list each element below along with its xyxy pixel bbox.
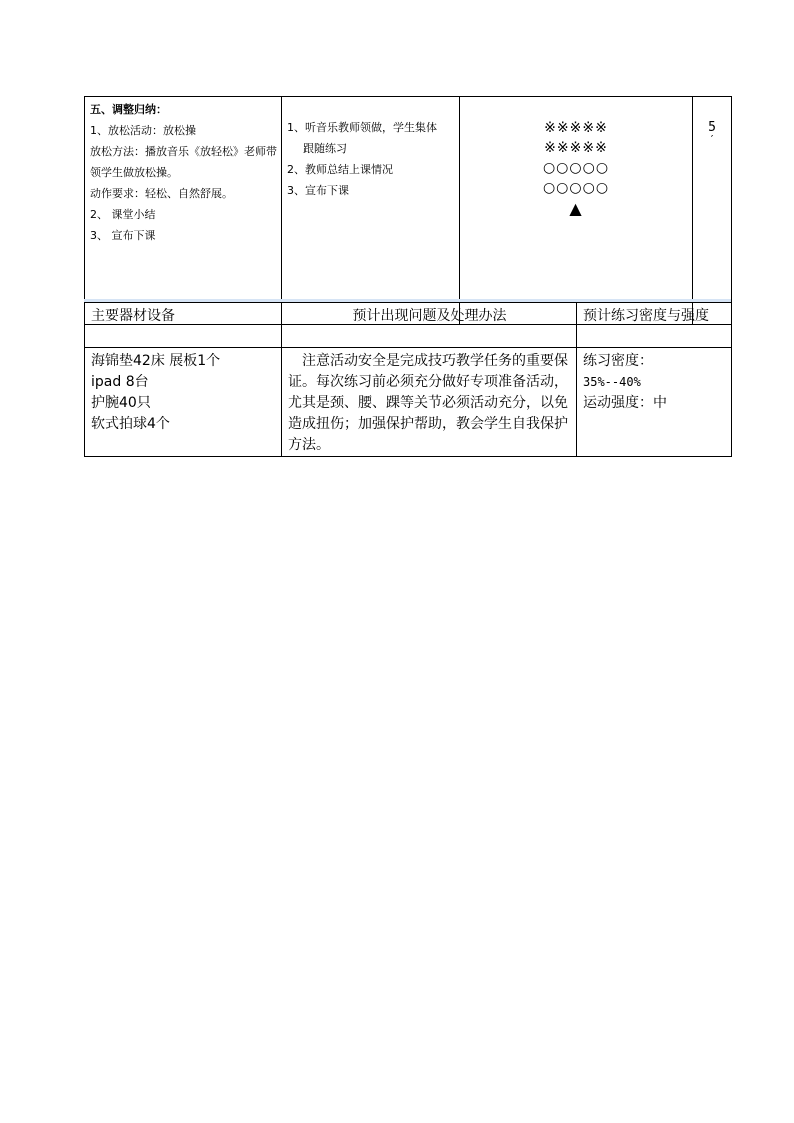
density-cell bbox=[577, 348, 732, 457]
time-value: 5 bbox=[708, 120, 716, 135]
density-value: 35%--40% bbox=[583, 375, 641, 389]
time-cell bbox=[693, 97, 732, 325]
content-cell bbox=[85, 97, 282, 325]
formation-row: ※※※※※ bbox=[544, 140, 608, 156]
content-line: 1、放松活动：放松操 bbox=[90, 124, 196, 137]
problems-cell: 注意活动安全是完成技巧教学任务的重要保证。每次练习前必须充分做好专项准备活动，尤其是颈、腰、踝等关节必须活动充分，以免造成扭伤；加强保护帮助，教会学生自我保护方法。 bbox=[282, 348, 577, 457]
formation-row: ○○○○○ bbox=[542, 160, 610, 176]
lesson-section-table bbox=[84, 96, 732, 325]
time-unit: ′ bbox=[708, 133, 716, 146]
content-line: 2、 课堂小结 bbox=[90, 208, 156, 221]
content-line: 放松方法：播放音乐《放轻松》老师带领学生做放松操。 bbox=[90, 145, 277, 179]
intensity-label: 运动强度：中 bbox=[583, 395, 667, 411]
density-label: 练习密度： bbox=[583, 353, 653, 369]
formation-row: ○○○○○ bbox=[542, 180, 610, 196]
table-header-row bbox=[85, 303, 732, 348]
equipment-cell bbox=[85, 348, 282, 457]
header-problems: 预计出现问题及处理办法 bbox=[282, 303, 577, 348]
equipment-line: ipad 8台 bbox=[91, 374, 149, 390]
content-line: 动作要求：轻松、自然舒展。 bbox=[90, 187, 233, 200]
formation-cell bbox=[460, 97, 693, 325]
method-line: 跟随练习 bbox=[303, 142, 347, 155]
equipment-line: 护腕40只 bbox=[91, 395, 151, 411]
section-heading: 五、调整归纳： bbox=[90, 103, 167, 116]
method-line: 1、听音乐教师领做，学生集体 bbox=[287, 121, 437, 134]
content-line: 3、 宣布下课 bbox=[90, 229, 156, 242]
method-line: 2、教师总结上课情况 bbox=[287, 163, 393, 176]
header-density: 预计练习密度与强度 bbox=[577, 303, 732, 348]
method-cell bbox=[282, 97, 460, 325]
equipment-line: 海锦垫42床 展板1个 bbox=[91, 353, 221, 369]
teacher-triangle-icon: ▲ bbox=[569, 199, 583, 218]
formation-row: ※※※※※ bbox=[544, 120, 608, 136]
equipment-line: 软式拍球4个 bbox=[91, 416, 170, 432]
header-equipment: 主要器材设备 bbox=[85, 303, 282, 348]
equipment-table bbox=[84, 302, 732, 457]
table-row bbox=[85, 348, 732, 457]
table-row bbox=[85, 97, 732, 325]
method-line: 3、宣布下课 bbox=[287, 184, 349, 197]
